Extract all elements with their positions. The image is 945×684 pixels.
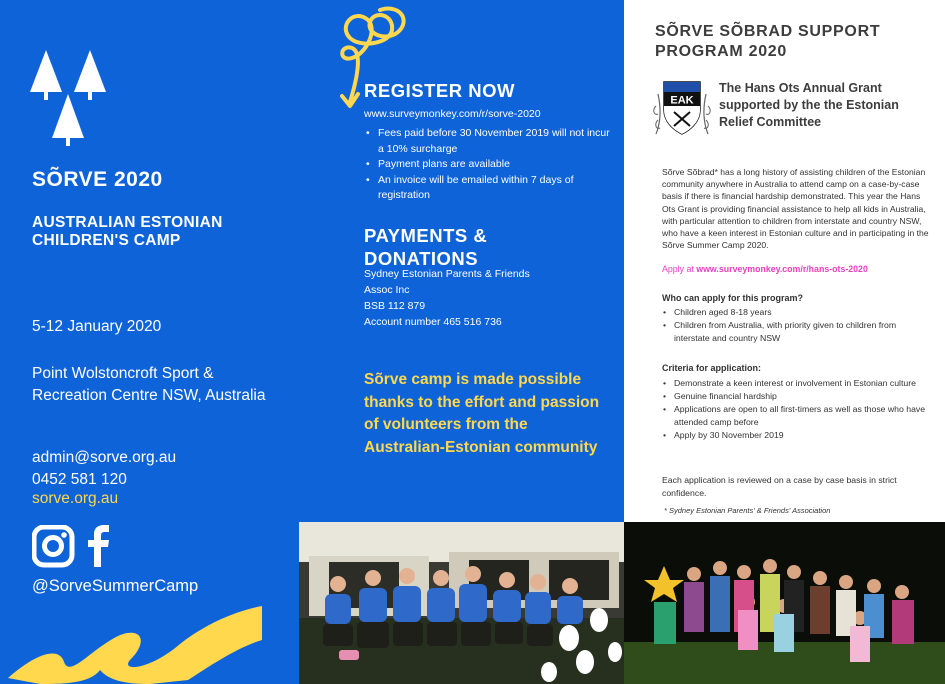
camp-subtitle: AUSTRALIAN ESTONIAN CHILDREN'S CAMP	[32, 214, 223, 249]
costumed-group-photo	[624, 522, 945, 684]
instagram-icon[interactable]	[34, 527, 72, 565]
apply-line	[662, 264, 868, 274]
camp-title: SÕRVE 2020	[32, 168, 163, 191]
list-item: • An invoice will be emailed within 7 days of registration	[364, 173, 614, 204]
apply-link[interactable]: www.surveymonkey.com/r/hans-ots-2020	[696, 264, 868, 274]
list-item: • Children aged 8-18 years	[662, 306, 934, 319]
bsb-number: BSB 112 879	[364, 300, 426, 312]
review-note: Each application is reviewed on a case by case basis in strict confidence.	[662, 475, 897, 498]
campers-group-photo	[299, 522, 624, 684]
payee-name: Sydney Estonian Parents & Friends	[364, 268, 530, 280]
list-item: • Genuine financial hardship	[662, 390, 934, 403]
apply-prefix: Apply at	[662, 264, 697, 274]
footnote: * Sydney Estonian Parents' & Friends' Association	[664, 506, 831, 515]
list-item: • Applications are open to all first-timers as well as those who have attended camp before	[662, 403, 934, 429]
account-number: Account number 465 516 736	[364, 316, 502, 328]
list-item: • Demonstrate a keen interest or involvement in Estonian culture	[662, 377, 934, 390]
contact-phone[interactable]: 0452 581 120	[32, 471, 127, 488]
payments-heading: PAYMENTS & DONATIONS	[364, 225, 488, 269]
camp-dates: 5-12 January 2020	[32, 318, 162, 335]
list-item: • Fees paid before 30 November 2019 will not incur a 10% surcharge	[364, 126, 614, 157]
volunteer-thanks: Sõrve camp is made possible thanks to the effort and passion of volunteers from the Australian-Estonian community	[364, 371, 600, 456]
grant-title: The Hans Ots Annual Grant supported by the the Estonian Relief Committee	[719, 81, 899, 129]
register-heading: REGISTER NOW	[364, 80, 515, 101]
payee-name-suffix: Assoc Inc	[364, 284, 410, 296]
social-icons	[32, 525, 122, 569]
camp-venue: Point Wolstoncroft Sport & Recreation Centre NSW, Australia	[32, 365, 266, 404]
social-handle[interactable]: @SorveSummerCamp	[32, 577, 199, 595]
contact-email[interactable]: admin@sorve.org.au	[32, 449, 177, 466]
tree-logo-icon	[28, 44, 118, 154]
support-body-text: Sõrve Sõbrad* has a long history of assisting children of the Estonian community anywhere in Australia to attend camp on a case-by-case basis if there is financial hardship demonstrated. This year the Hans Ots Grant is providing financial assistance to help all kids in Australia, with particular attention to children from interstate and country NSW, who have a keen interest in Estonian culture and in participating in the Sõrve Summer Camp 2020.	[662, 167, 929, 251]
eak-logo-text: EAK	[670, 94, 694, 107]
list-item: • Apply by 30 November 2019	[662, 429, 934, 442]
register-list	[364, 126, 614, 204]
criteria-heading: Criteria for application:	[662, 363, 762, 373]
eak-crest-logo	[652, 76, 712, 140]
yellow-squiggle-decoration	[0, 600, 270, 684]
list-item: • Children from Australia, with priority given to children from interstate and country NSW	[662, 319, 934, 345]
website-link[interactable]: sorve.org.au	[32, 490, 119, 507]
who-list	[662, 306, 934, 345]
criteria-list	[662, 377, 934, 442]
list-item: • Payment plans are available	[364, 157, 614, 173]
who-heading: Who can apply for this program?	[662, 293, 804, 303]
facebook-icon[interactable]	[88, 525, 109, 567]
register-url[interactable]: www.surveymonkey.com/r/sorve-2020	[364, 108, 541, 120]
support-heading: SÕRVE SÕBRAD SUPPORT PROGRAM 2020	[655, 23, 881, 60]
